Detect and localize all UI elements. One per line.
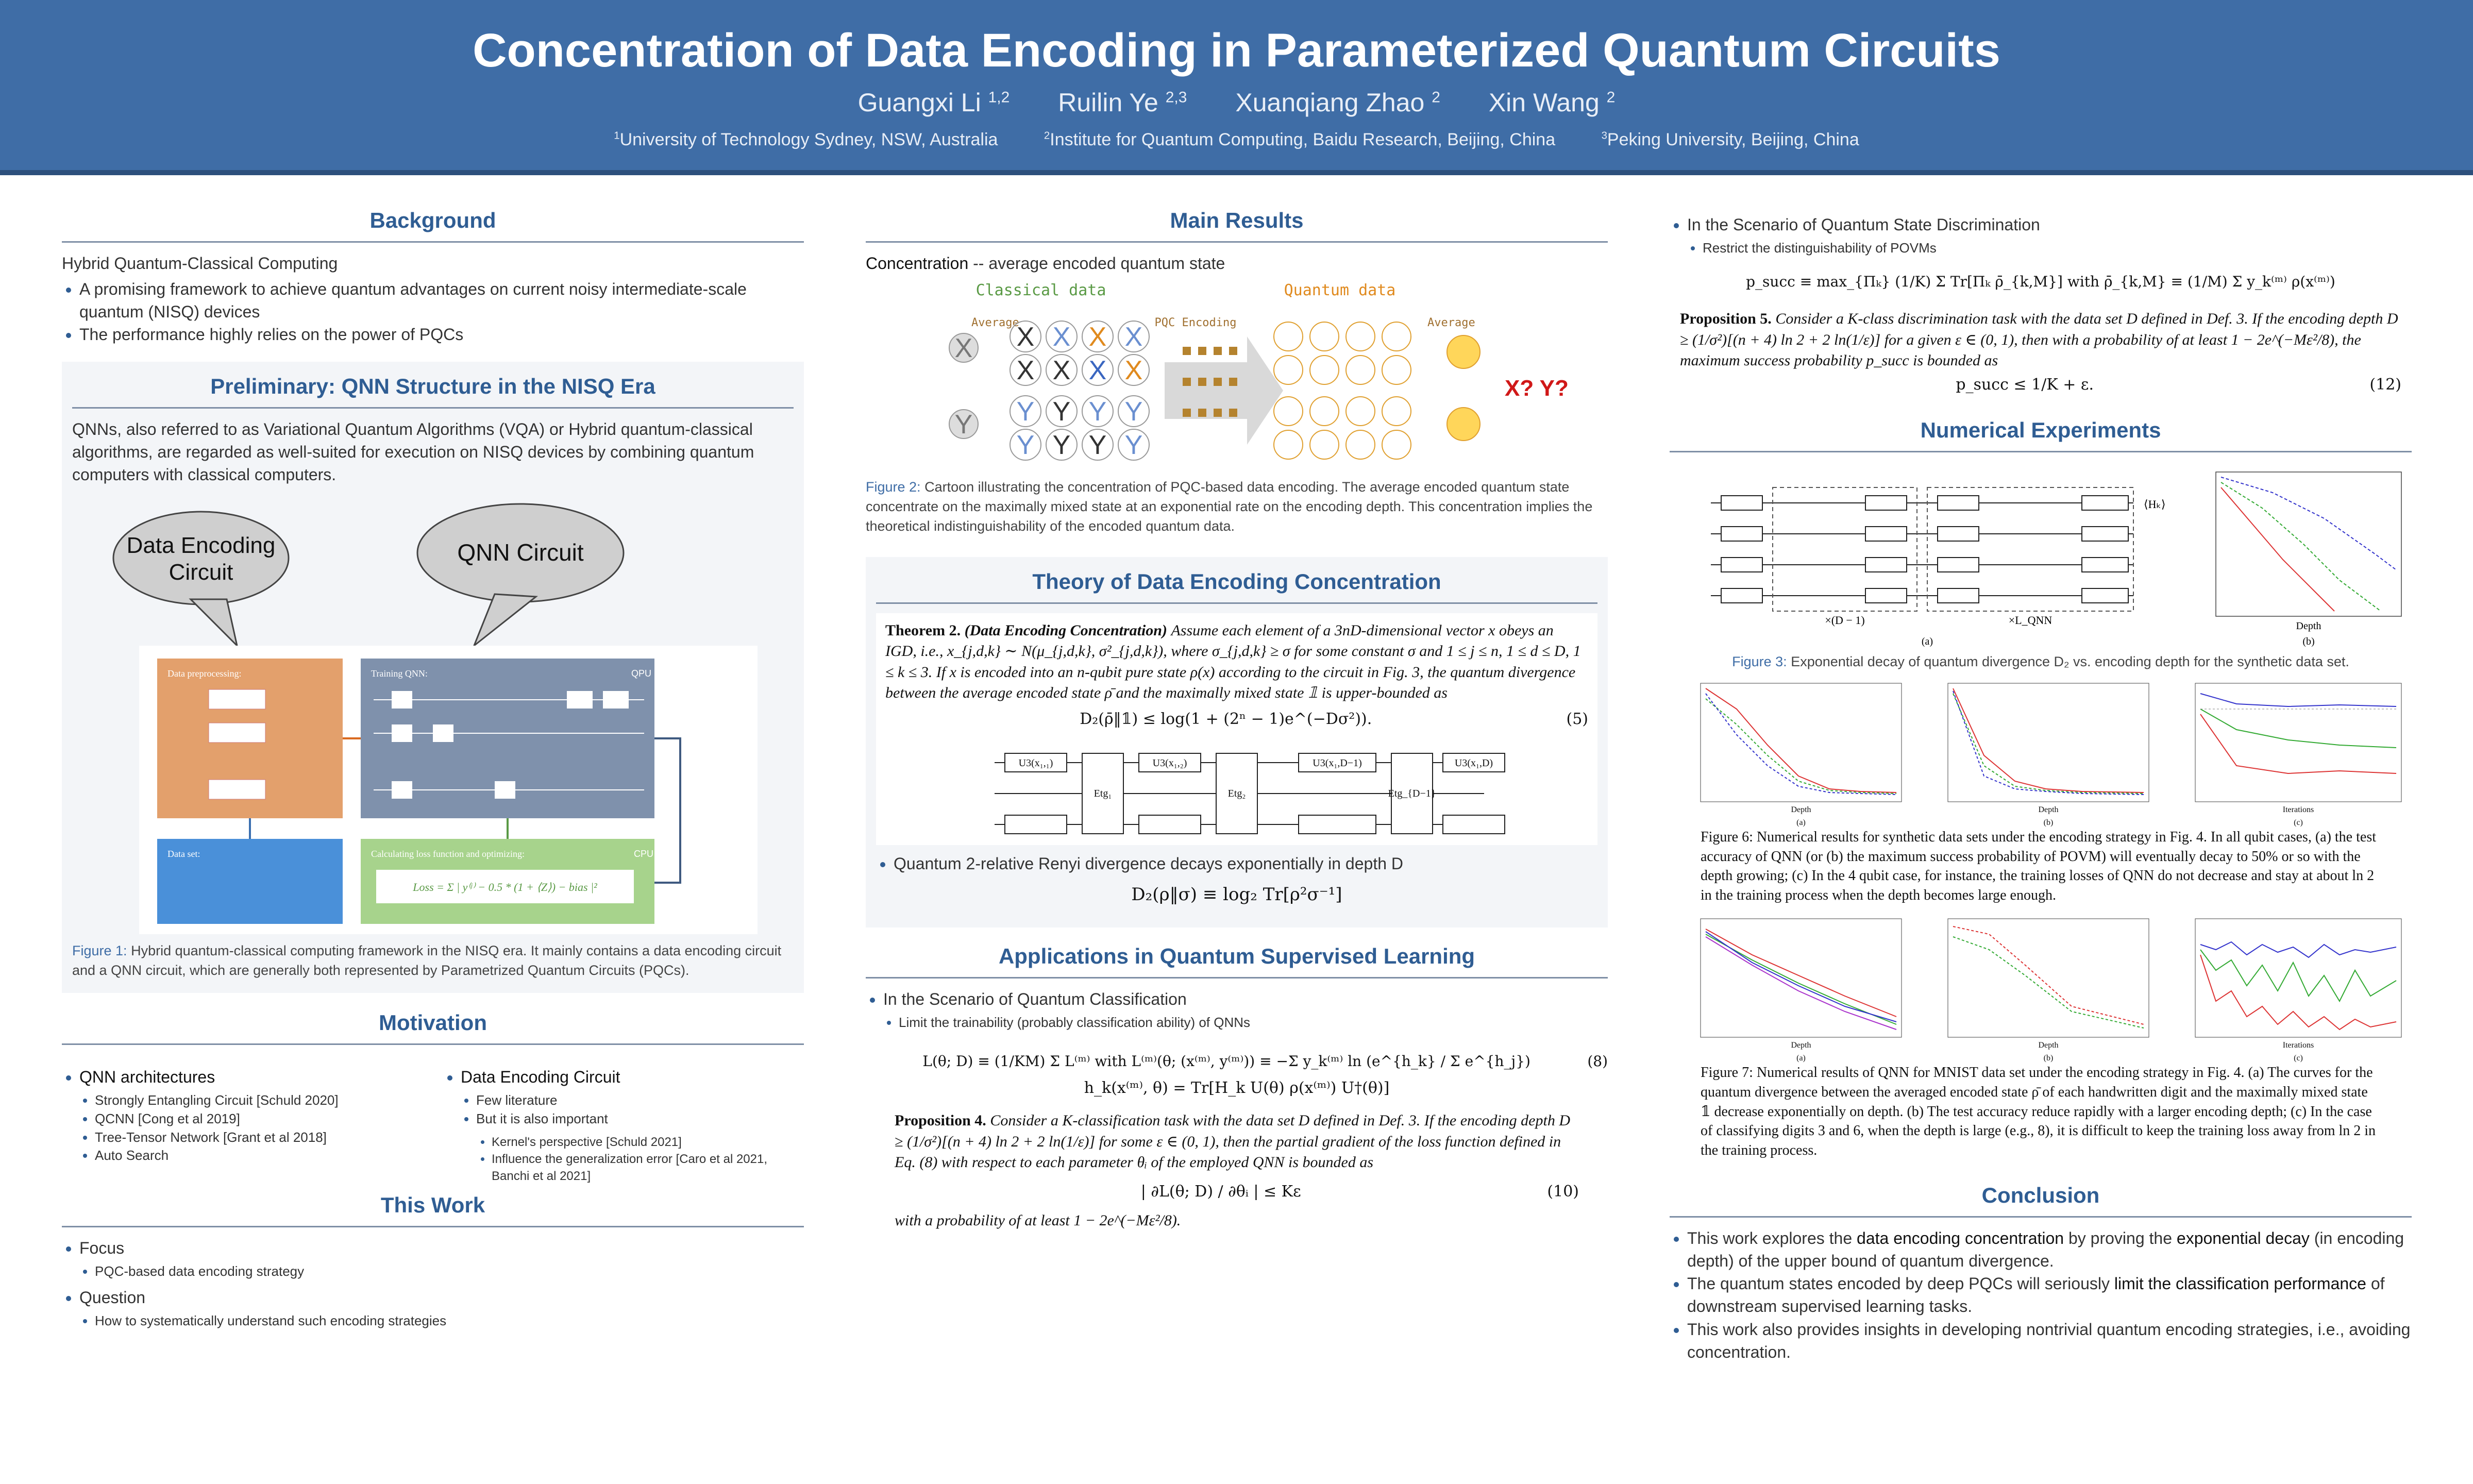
motivation-right-item: • Few literature	[476, 1091, 804, 1110]
loss-title: Calculating loss function and optimizing:	[371, 849, 525, 859]
motivation-left-head: • QNN architectures	[79, 1066, 423, 1088]
svg-text:X: X	[1088, 322, 1107, 352]
preliminary-title: Preliminary: QNN Structure in the NISQ Era	[72, 362, 794, 409]
svg-text:X: X	[954, 333, 973, 364]
proposition-5: Proposition 5. Consider a K-class discrimination task with the data set D defined in Def. 3. If the encoding depth D ≥ (1/σ²)[(n + 4) ln 2 + 2 ln(1/ε)] for a given ε ∈ (0, 1), then with a probability of at least 1 − 2e^(−Mε²/8), the maximum success probability p_succ is bounded as p_succ ≤ 1/K + ε. (12)	[1670, 306, 2412, 401]
classification-subbullet: • Limit the trainability (probably classification ability) of QNNs	[899, 1014, 1608, 1032]
svg-text:U3(x₁,₂): U3(x₁,₂)	[1152, 757, 1187, 769]
svg-text:Y: Y	[1088, 397, 1107, 427]
svg-text:Depth: Depth	[2038, 1041, 2059, 1050]
svg-text:(b): (b)	[2043, 818, 2054, 827]
theorem-2: Theorem 2. (Data Encoding Concentration) Assume each element of a 3nD-dimensional vector x obeys an IGD, i.e., x_{j,d,k} ∼ N(μ_{j,d,k}, σ²_{j,d,k}), where σ_{j,d,k} ≥ σ for some constant σ and 1 ≤ j ≤ n, 1 ≤ d ≤ D, 1 ≤ k ≤ 3. If x is encoded into an n-qubit pure state ρ(x) according to the circuit in Fig. 3, the quantum divergence between the average encoded state ρ̄ and the maximally mixed state 𝟙 is upper-bounded as D₂(ρ̄‖𝟙) ≤ log(1 + (2ⁿ − 1)e^(−Dσ²)). (5)	[876, 613, 1597, 743]
focus-item: • PQC-based data encoding strategy	[95, 1262, 804, 1281]
encoding-circuit	[876, 742, 1597, 845]
background-section	[62, 196, 804, 346]
discrimination-section	[1670, 213, 2412, 401]
background-bullet: • A promising framework to achieve quantum advantages on current noisy intermediate-scale quantum (NISQ) devices	[79, 278, 804, 323]
data-prep-label: Data preprocessing:	[167, 668, 242, 679]
equation-5: D₂(ρ̄‖𝟙) ≤ log(1 + (2ⁿ − 1)e^(−Dσ²)). (5)	[1080, 710, 1588, 728]
svg-text:Etg₂: Etg₂	[1227, 788, 1246, 800]
average-label-left: Average	[971, 316, 1019, 330]
svg-text:Y: Y	[1124, 430, 1143, 461]
equation-12: p_succ ≤ 1/K + ε. (12)	[1956, 375, 2401, 394]
main-results-section	[866, 196, 1608, 536]
repeat-label-2: ×L_QNN	[2008, 614, 2053, 627]
quantum-states	[1274, 322, 1411, 459]
motivation-right-head: • Data Encoding Circuit	[461, 1066, 804, 1088]
qnn-framework-figure	[72, 491, 794, 934]
figure6	[1670, 678, 2412, 828]
svg-text:Y: Y	[954, 410, 973, 440]
svg-text:Etg₁: Etg₁	[1093, 788, 1112, 800]
discrimination-subbullet: • Restrict the distinguishability of POVMs	[1703, 239, 2412, 258]
this-work-title: This Work	[62, 1190, 804, 1227]
author: Ruilin Ye $^{2,3}$	[1058, 88, 1187, 117]
affiliation: $^1$University of Technology Sydney, NSW, Australia	[614, 130, 998, 149]
svg-text:Y: Y	[1124, 397, 1143, 427]
svg-text:Y: Y	[1016, 430, 1035, 461]
svg-text:X: X	[1052, 322, 1071, 352]
svg-text:Depth: Depth	[1791, 1041, 1811, 1050]
svg-text:Iterations: Iterations	[2282, 1041, 2314, 1050]
fig7a-plot	[1701, 919, 1902, 1037]
motivation-left-item: • Auto Search	[95, 1146, 423, 1165]
average-label-right: Average	[1427, 316, 1475, 330]
figure7-caption: Figure 7: Numerical results of QNN for MNIST data set under the encoding strategy in Fig. 4. (a) The curves for the quantum divergence between the averaged encoded state ρ̄ of each handwritten digit and the maximally mixed state 𝟙 decrease exponentially on depth. (b) The test accuracy reduce rapidly with a larger encoding depth; (c) In the case of classifying digits 3 and 6, when the depth is large (e.g., 8), it is difficult to keep the training loss away from ln 2 in the training process.	[1701, 1065, 2376, 1159]
quantum-data-label: Quantum data	[1284, 281, 1396, 300]
concentration-cartoon	[866, 275, 1608, 470]
svg-text:X: X	[1016, 322, 1035, 352]
column-middle	[866, 196, 1608, 1236]
svg-text:(a): (a)	[1796, 818, 1806, 827]
cpu-label: CPU	[634, 849, 654, 859]
average-state-y	[1447, 408, 1480, 441]
average-state-x	[1447, 335, 1480, 368]
svg-text:Etg_{D−1}: Etg_{D−1}	[1388, 788, 1436, 800]
svg-text:U3(x₁,₁): U3(x₁,₁)	[1018, 757, 1053, 769]
conclusion-bullet: • The quantum states encoded by deep PQCs will seriously limit the classification performance of downstream supervised learning tasks.	[1687, 1272, 2412, 1318]
bubble-data-encoding-line2: Circuit	[169, 560, 233, 585]
figure3	[1670, 462, 2412, 652]
fig7b-plot	[1948, 919, 2149, 1037]
motivation-section	[62, 998, 804, 1190]
svg-text:Iterations: Iterations	[2282, 805, 2314, 814]
motivation-right-item: • But it is also important	[476, 1110, 804, 1128]
loss-formula: Loss = Σ | y⁽ʲ⁾ − 0.5 * (1 + ⟨Z⟩) − bias |²	[413, 881, 597, 894]
svg-text:X: X	[1088, 356, 1107, 386]
conclusion-bullet: • This work explores the data encoding concentration by proving the exponential decay (in encoding depth) of the upper bound of quantum divergence.	[1687, 1227, 2412, 1272]
column-right	[1670, 206, 2412, 1367]
svg-text:U3(x₁,D−1): U3(x₁,D−1)	[1313, 757, 1362, 769]
classification-bullet: • In the Scenario of Quantum Classification	[883, 988, 1608, 1010]
svg-text:Y: Y	[1052, 397, 1071, 427]
focus-head: • Focus	[79, 1237, 804, 1259]
conclusion-title: Conclusion	[1670, 1171, 2412, 1218]
dataset-label: Data set:	[167, 849, 200, 859]
svg-text:(c): (c)	[2294, 1054, 2303, 1063]
renyi-equation: D₂(ρ‖σ) ≡ log₂ Tr[ρ²σ⁻¹]	[1131, 884, 1342, 905]
background-bullet: • The performance highly relies on the power of PQCs	[79, 323, 804, 346]
svg-text:Depth: Depth	[1791, 805, 1811, 814]
fig7c-plot	[2195, 919, 2401, 1037]
svg-text:X: X	[1052, 356, 1071, 386]
theory-section	[866, 557, 1608, 928]
encoding-arrow	[1165, 336, 1283, 445]
main-results-title: Main Results	[866, 196, 1608, 243]
bubble-data-encoding-line1: Data Encoding	[126, 533, 276, 559]
psucc-equation: p_succ ≡ max_{Πₖ} (1/K) Σ Tr[Πₖ ρ̄_{k,M}] with ρ̄_{k,M} ≡ (1/M) Σ y_k⁽ᵐ⁾ ρ(x⁽ᵐ⁾)	[1746, 273, 2335, 291]
motivation-left-item: • QCNN [Cong et al 2019]	[95, 1110, 423, 1128]
fig6a-plot	[1701, 683, 1902, 802]
applications-title: Applications in Quantum Supervised Learning	[866, 932, 1608, 979]
xy-question: X? Y?	[1505, 376, 1569, 401]
background-lead: Hybrid Quantum-Classical Computing	[62, 254, 338, 273]
classical-data-label: Classical data	[975, 281, 1106, 300]
svg-text:X: X	[1016, 356, 1035, 386]
header-rule	[0, 170, 2473, 175]
preliminary-text: QNNs, also referred to as Variational Quantum Algorithms (VQA) or Hybrid quantum-classical algorithms, are regarded as well-suited for execution on NISQ devices by combining quantum computers with classical computers.	[72, 419, 754, 484]
pqc-encoding-label: PQC Encoding	[1154, 316, 1237, 330]
svg-text:X: X	[1124, 322, 1143, 352]
conclusion-section	[1670, 1171, 2412, 1363]
svg-text:(b): (b)	[2043, 1054, 2054, 1063]
figure6-caption: Figure 6: Numerical results for synthetic data sets under the encoding strategy in Fig. 4. In all qubit cases, (a) the test accuracy of QNN (or (b) the maximum success probability of POVM) will eventually decay to 50% or so with the depth growing; (c) In the 4 qubit case, for instance, the training losses of QNN do not decrease and stay at about ln 2 in the training process when the depth becomes large enough.	[1701, 829, 2376, 904]
motivation-left-item: • Tree-Tensor Network [Grant et al 2018]	[95, 1128, 423, 1147]
experiments-section	[1670, 406, 2412, 1160]
theory-title: Theory of Data Encoding Concentration	[876, 557, 1597, 604]
renyi-bullet: • Quantum 2-relative Renyi divergence decays exponentially in depth D	[894, 852, 1597, 875]
author-list	[0, 88, 2473, 117]
background-title: Background	[62, 196, 804, 243]
svg-text:Y: Y	[1052, 430, 1071, 461]
poster-title: Concentration of Data Encoding in Parameterized Quantum Circuits	[473, 24, 2000, 77]
motivation-right-subitem: • Influence the generalization error [Caro et al 2021, Banchi et al 2021]	[492, 1151, 804, 1185]
figure3-caption: Figure 3: Exponential decay of quantum divergence D₂ vs. encoding depth for the synthetic data set.	[1732, 654, 2349, 670]
conclusion-bullet: • This work also provides insights in developing nontrivial quantum encoding strategies, i.e., avoiding concentration.	[1687, 1318, 2412, 1363]
svg-text:U3(x₁,D): U3(x₁,D)	[1454, 757, 1493, 769]
qpu-label: QPU	[631, 668, 652, 679]
poster-header	[0, 0, 2473, 175]
fig3-b-label: (b)	[2302, 636, 2315, 648]
x-samples	[949, 321, 1149, 385]
equation-h: h_k(x⁽ᵐ⁾, θ) = Tr[H_k U(θ) ρ(x⁽ᵐ⁾) U†(θ)]	[1084, 1079, 1390, 1098]
hk-label: ⟨Hₖ⟩	[2144, 498, 2166, 511]
equation-8: L(θ; D) ≡ (1/KM) Σ L⁽ᵐ⁾ with L⁽ᵐ⁾(θ; (x⁽ᵐ⁾, y⁽ᵐ⁾)) ≡ −Σ y_k⁽ᵐ⁾ ln (e^{h_k} / Σ e^{h_j}) (8)	[922, 1053, 1608, 1070]
repeat-label: ×(D − 1)	[1825, 614, 1865, 627]
affiliation: $^3$Peking University, Beijing, China	[1601, 130, 1859, 149]
svg-text:X: X	[1124, 356, 1143, 386]
svg-text:(c): (c)	[2294, 818, 2303, 827]
fig3b-plot	[2216, 472, 2401, 616]
y-samples	[949, 396, 1149, 460]
svg-text:(a): (a)	[1796, 1054, 1806, 1063]
author: Guangxi Li $^{1,2}$	[857, 88, 1010, 117]
question-item: • How to systematically understand such encoding strategies	[95, 1312, 804, 1330]
svg-text:Y: Y	[1016, 397, 1035, 427]
svg-text:Y: Y	[1088, 430, 1107, 461]
column-left	[62, 196, 804, 1336]
motivation-left-item: • Strongly Entangling Circuit [Schuld 2020]	[95, 1091, 423, 1110]
fig3b-xlabel: Depth	[2296, 620, 2321, 632]
svg-text:Depth: Depth	[2038, 805, 2059, 814]
this-work-section	[62, 1190, 804, 1330]
fig3-a-label: (a)	[1921, 636, 1933, 648]
motivation-title: Motivation	[62, 998, 804, 1045]
equation-10: | ∂L(θ; D) / ∂θᵢ | ≤ Kε (10)	[1140, 1182, 1579, 1201]
preliminary-section	[62, 362, 804, 993]
training-label: Training QNN:	[371, 668, 428, 679]
affiliation-list	[0, 130, 2473, 150]
author: Xuanqiang Zhao $^2$	[1235, 88, 1440, 117]
experiments-title: Numerical Experiments	[1670, 406, 2412, 452]
figure2-caption: Figure 2: Cartoon illustrating the concentration of PQC-based data encoding. The average encoded quantum state concentrate on the maximally mixed state at an exponential rate on the encoding depth. This concentration implies the theoretical indistinguishability of the encoded quantum data.	[866, 479, 1593, 534]
applications-section	[866, 932, 1608, 1236]
affiliation: $^2$Institute for Quantum Computing, Baidu Research, Beijing, China	[1044, 130, 1556, 149]
figure7	[1670, 914, 2412, 1063]
motivation-right-subitem: • Kernel's perspective [Schuld 2021]	[492, 1134, 804, 1151]
question-head: • Question	[79, 1286, 804, 1309]
bubble-qnn-circuit: QNN Circuit	[457, 539, 584, 566]
discrimination-bullet: • In the Scenario of Quantum State Discrimination	[1687, 213, 2412, 236]
proposition-4: Proposition 4. Consider a K-classification task with the data set D defined in Def. 3. If the encoding depth D ≥ (1/σ²)[(n + 4) ln 2 + 2 ln(1/ε)] for some ε ∈ (0, 1), then the partial gradient of the loss function defined in Eq. (8) with respect to each parameter θᵢ of the employed QNN is bounded as | ∂L(θ; D) / ∂θᵢ | ≤ Kε (10) with a probability of at least 1 − 2e^(−Mε²/8).	[866, 1106, 1608, 1236]
main-results-lead: Concentration -- average encoded quantum state	[866, 254, 1225, 273]
figure1-caption: Figure 1: Hybrid quantum-classical computing framework in the NISQ era. It mainly contains a data encoding circuit and a QNN circuit, which are generally both represented by Parametrized Quantum Circuits (PQCs).	[72, 943, 782, 978]
author: Xin Wang $^2$	[1488, 88, 1616, 117]
